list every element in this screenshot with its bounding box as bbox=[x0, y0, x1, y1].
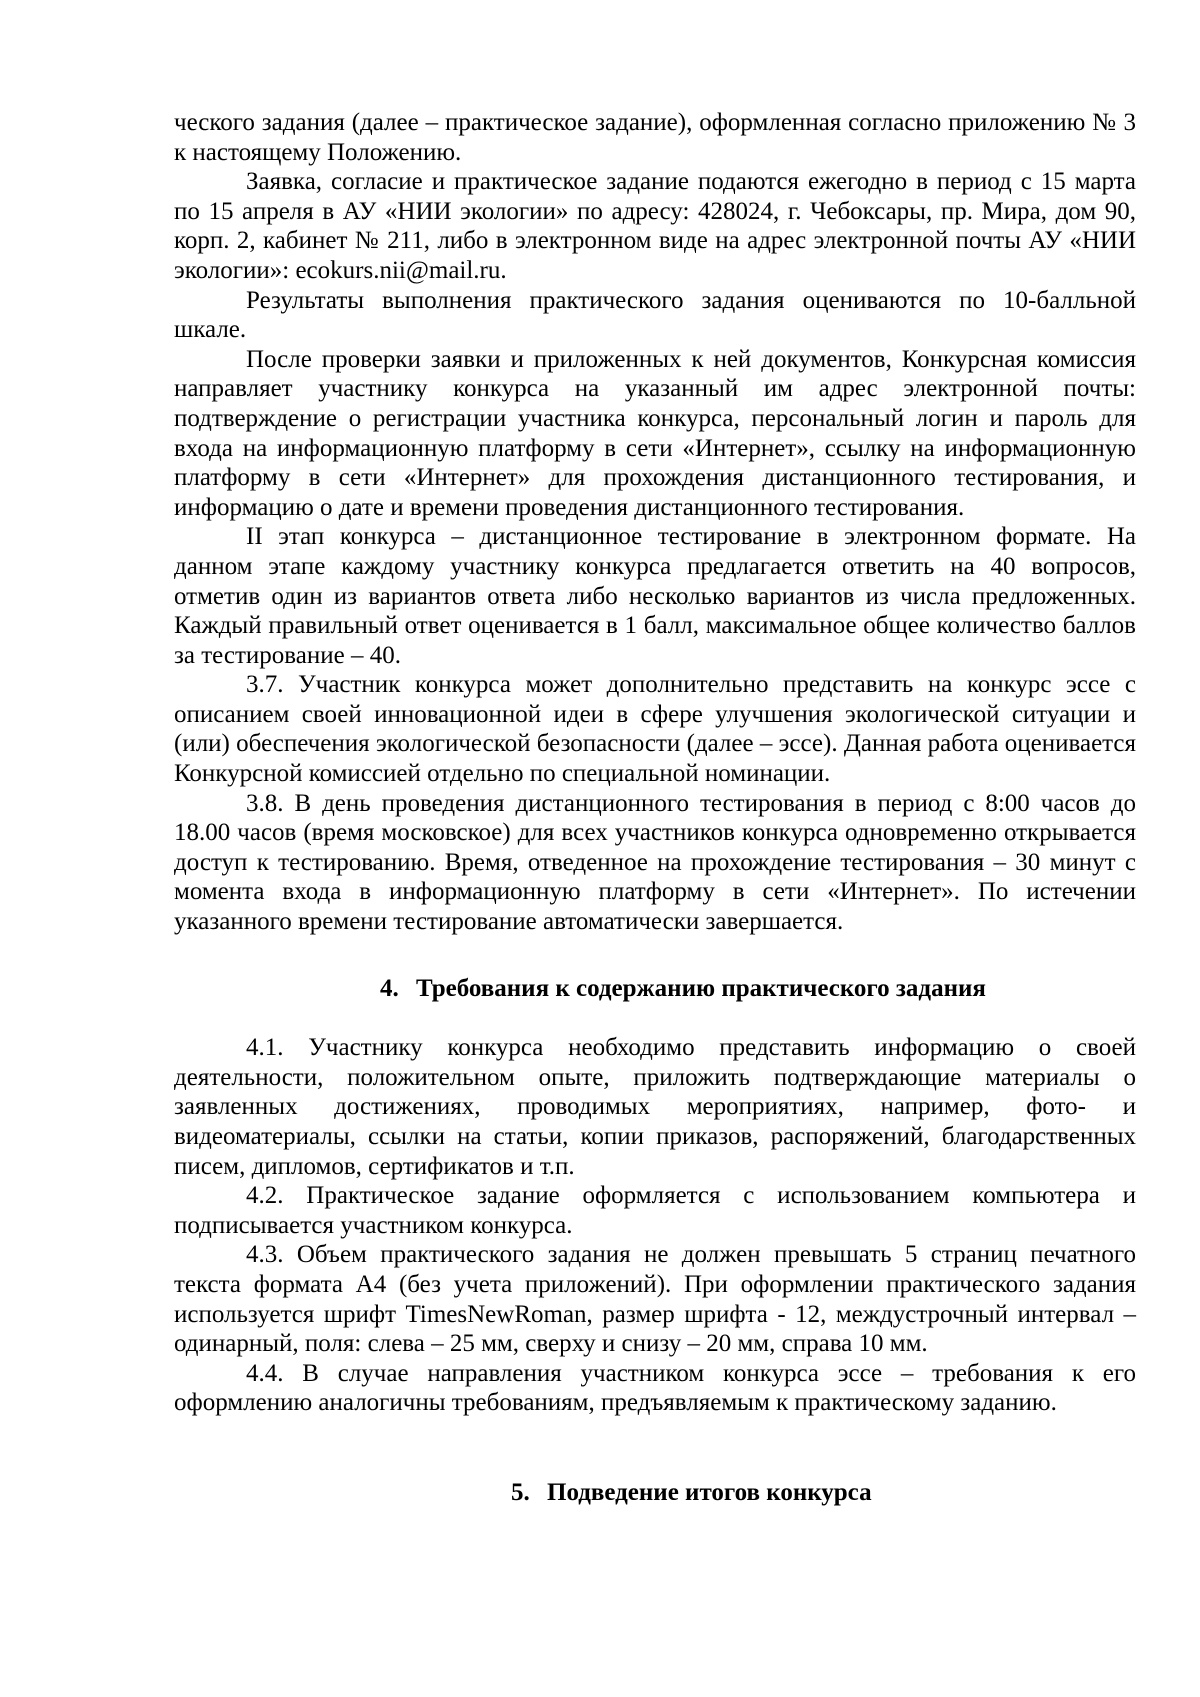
paragraph-4-4: 4.4. В случае направления участником конкурса эссе – требования к его оформлению аналогичны требованиям, предъявляемым к практическому заданию. bbox=[174, 1359, 1136, 1417]
section-4-heading bbox=[174, 974, 1136, 1004]
section-4-title: Требования к содержанию практического задания bbox=[416, 974, 986, 1002]
paragraph-4-2: 4.2. Практическое задание оформляется с использованием компьютера и подписывается участником конкурса. bbox=[174, 1182, 1136, 1239]
paragraph-4-3: 4.3. Объем практического задания не должен превышать 5 страниц печатного текста формата А4 (без учета приложений). При оформлении практического задания используется шрифт TimesNewRoman, размер шрифта - 12, междустрочный интервал – одинарный, поля: слева – 25 мм, сверху и снизу – 20 мм, справа 10 мм. bbox=[174, 1241, 1136, 1358]
paragraph-after-review: После проверки заявки и приложенных к ней документов, Конкурсная комиссия направляет участнику конкурса на указанный им адрес электронной почты: подтверждение о регистрации участника конкурса, персональный логин и пароль для входа на информационную платформу в сети «Интернет», ссылку на информационную платформу в сети «Интернет» для прохождения дистанционного тестирования, и информацию о дате и времени проведения дистанционного тестирования. bbox=[174, 345, 1136, 521]
paragraph-results: Результаты выполнения практического задания оцениваются по 10-балльной шкале. bbox=[174, 286, 1136, 344]
paragraph-4-1: 4.1. Участнику конкурса необходимо представить информацию о своей деятельности, положительном опыте, приложить подтверждающие материалы о заявленных достижениях, проводимых мероприятиях, например, фото- и видеоматериалы, ссылки на статьи, копии приказов, распоряжений, благодарственных писем, дипломов, сертификатов и т.п. bbox=[174, 1034, 1136, 1180]
document-page bbox=[174, 108, 1136, 1508]
paragraph-3-7: 3.7. Участник конкурса может дополнительно представить на конкурс эссе с описанием своей инновационной идеи в сфере улучшения экологической ситуации и (или) обеспечения экологической безопасности (далее – эссе). Данная работа оценивается Конкурсной комиссией отдельно по специальной номинации. bbox=[174, 671, 1136, 788]
section-5-heading bbox=[174, 1478, 1136, 1508]
section-4-number: 4. bbox=[380, 974, 399, 1002]
section-5-number: 5. bbox=[511, 1478, 530, 1506]
paragraph-3-8: 3.8. В день проведения дистанционного тестирования в период с 8:00 часов до 18.00 часов (время московское) для всех участников конкурса одновременно открывается доступ к тестированию. Время, отведенное на прохождение тестирования – 30 минут с момента входа в информационную платформу в сети «Интернет». По истечении указанного времени тестирование автоматически завершается. bbox=[174, 789, 1136, 936]
section-5-title: Подведение итогов конкурса bbox=[547, 1478, 872, 1506]
paragraph-submission: Заявка, согласие и практическое задание подаются ежегодно в период с 15 марта по 15 апреля в АУ «НИИ экологии» по адресу: 428024, г. Чебоксары, пр. Мира, дом 90, корп. 2, кабинет № 211, либо в электронном виде на адрес электронной почты АУ «НИИ экологии»: ecokurs.nii@mail.ru. bbox=[174, 168, 1136, 284]
paragraph-stage-two: II этап конкурса – дистанционное тестирование в электронном формате. На данном этапе каждому участнику конкурса предлагается ответить на 40 вопросов, отметив один из вариантов ответа либо несколько вариантов из числа предложенных. Каждый правильный ответ оценивается в 1 балл, максимальное общее количество баллов за тестирование – 40. bbox=[174, 523, 1136, 669]
paragraph-continuation: ческого задания (далее – практическое задание), оформленная согласно приложению № 3 к настоящему Положению. bbox=[174, 109, 1136, 166]
